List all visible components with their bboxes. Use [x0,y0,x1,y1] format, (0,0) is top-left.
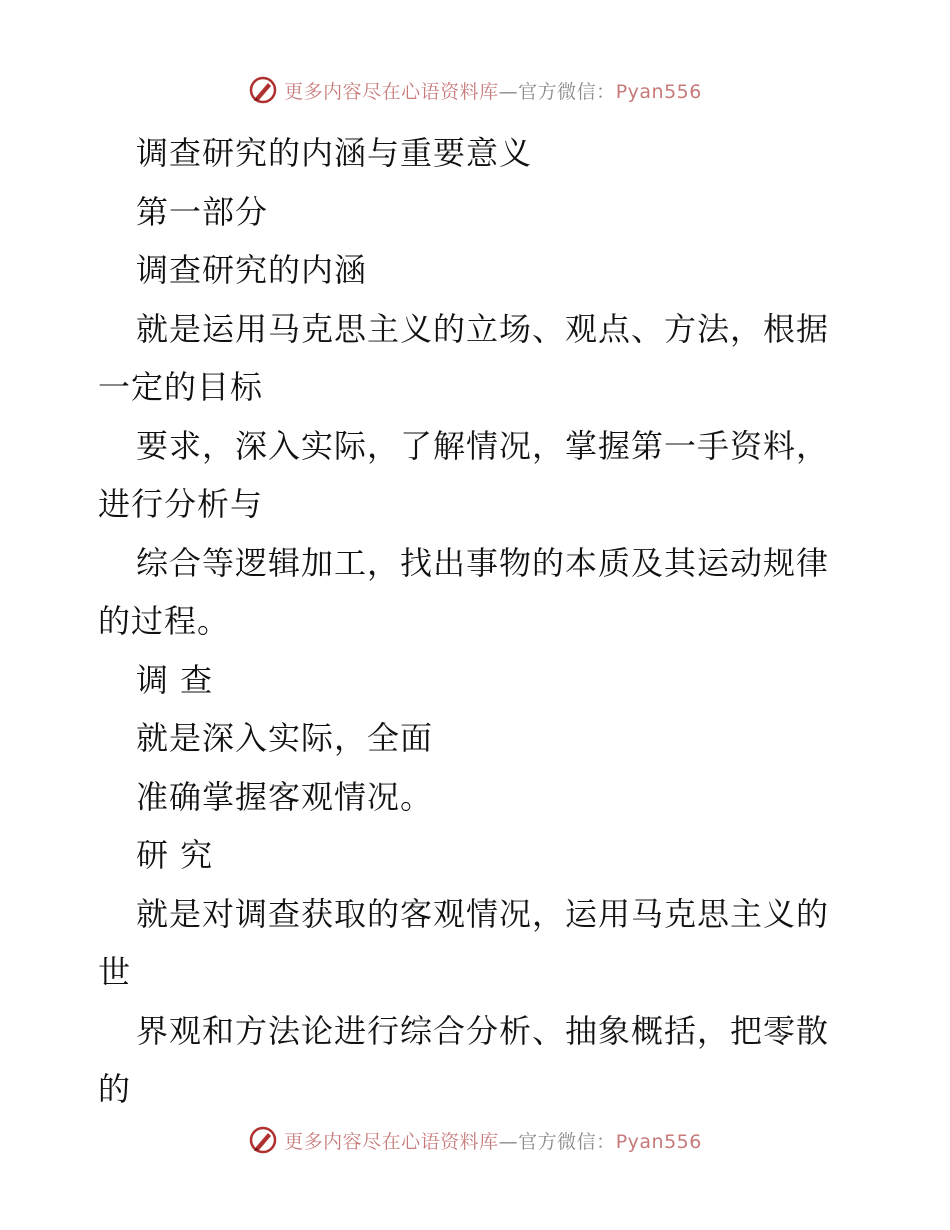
banner-official-label: 官方微信： [518,1130,616,1153]
text-line: 世 [98,953,132,991]
pen-logo-icon [248,1125,278,1155]
banner-wechat-id: Pyan556 [615,80,702,103]
banner-wechat-id: Pyan556 [615,1130,702,1153]
text-line: 一定的目标 [98,368,264,406]
text-line: 进行分析与 [98,485,264,523]
header-banner [0,72,950,108]
banner-dash: — [498,1130,519,1153]
text-line: 要求，深入实际，了解情况，掌握第一手资料， [136,426,830,465]
text-line: 的过程。 [98,602,231,640]
text-line: 就是对调查获取的客观情况，运用马克思主义的 [136,894,830,933]
text-line: 准确掌握客观情况。 [136,777,434,816]
banner-title: 更多内容尽在心语资料库 [284,1130,499,1153]
text-line: 综合等逻辑加工，找出事物的本质及其运动规律 [136,543,830,582]
text-line: 界观和方法论进行综合分析、抽象概括，把零散 [136,1011,830,1050]
banner-text [284,1127,702,1154]
banner-dash: — [498,80,519,103]
banner-title: 更多内容尽在心语资料库 [284,80,499,103]
text-line: 研 究 [136,836,214,874]
banner-official-label: 官方微信： [518,80,616,103]
footer-banner [0,1122,950,1158]
text-line: 第一部分 [136,192,269,231]
text-line: 调查研究的内涵与重要意义 [136,134,533,172]
text-line: 调 查 [136,660,214,699]
text-line: 就是运用马克思主义的立场、观点、方法，根据 [136,309,830,348]
text-line: 调查研究的内涵 [136,251,368,289]
text-line: 的 [98,1070,132,1108]
banner-text [284,77,702,104]
pen-logo-icon [248,75,278,105]
text-line: 就是深入实际，全面 [136,719,434,757]
document-body [98,124,858,1119]
